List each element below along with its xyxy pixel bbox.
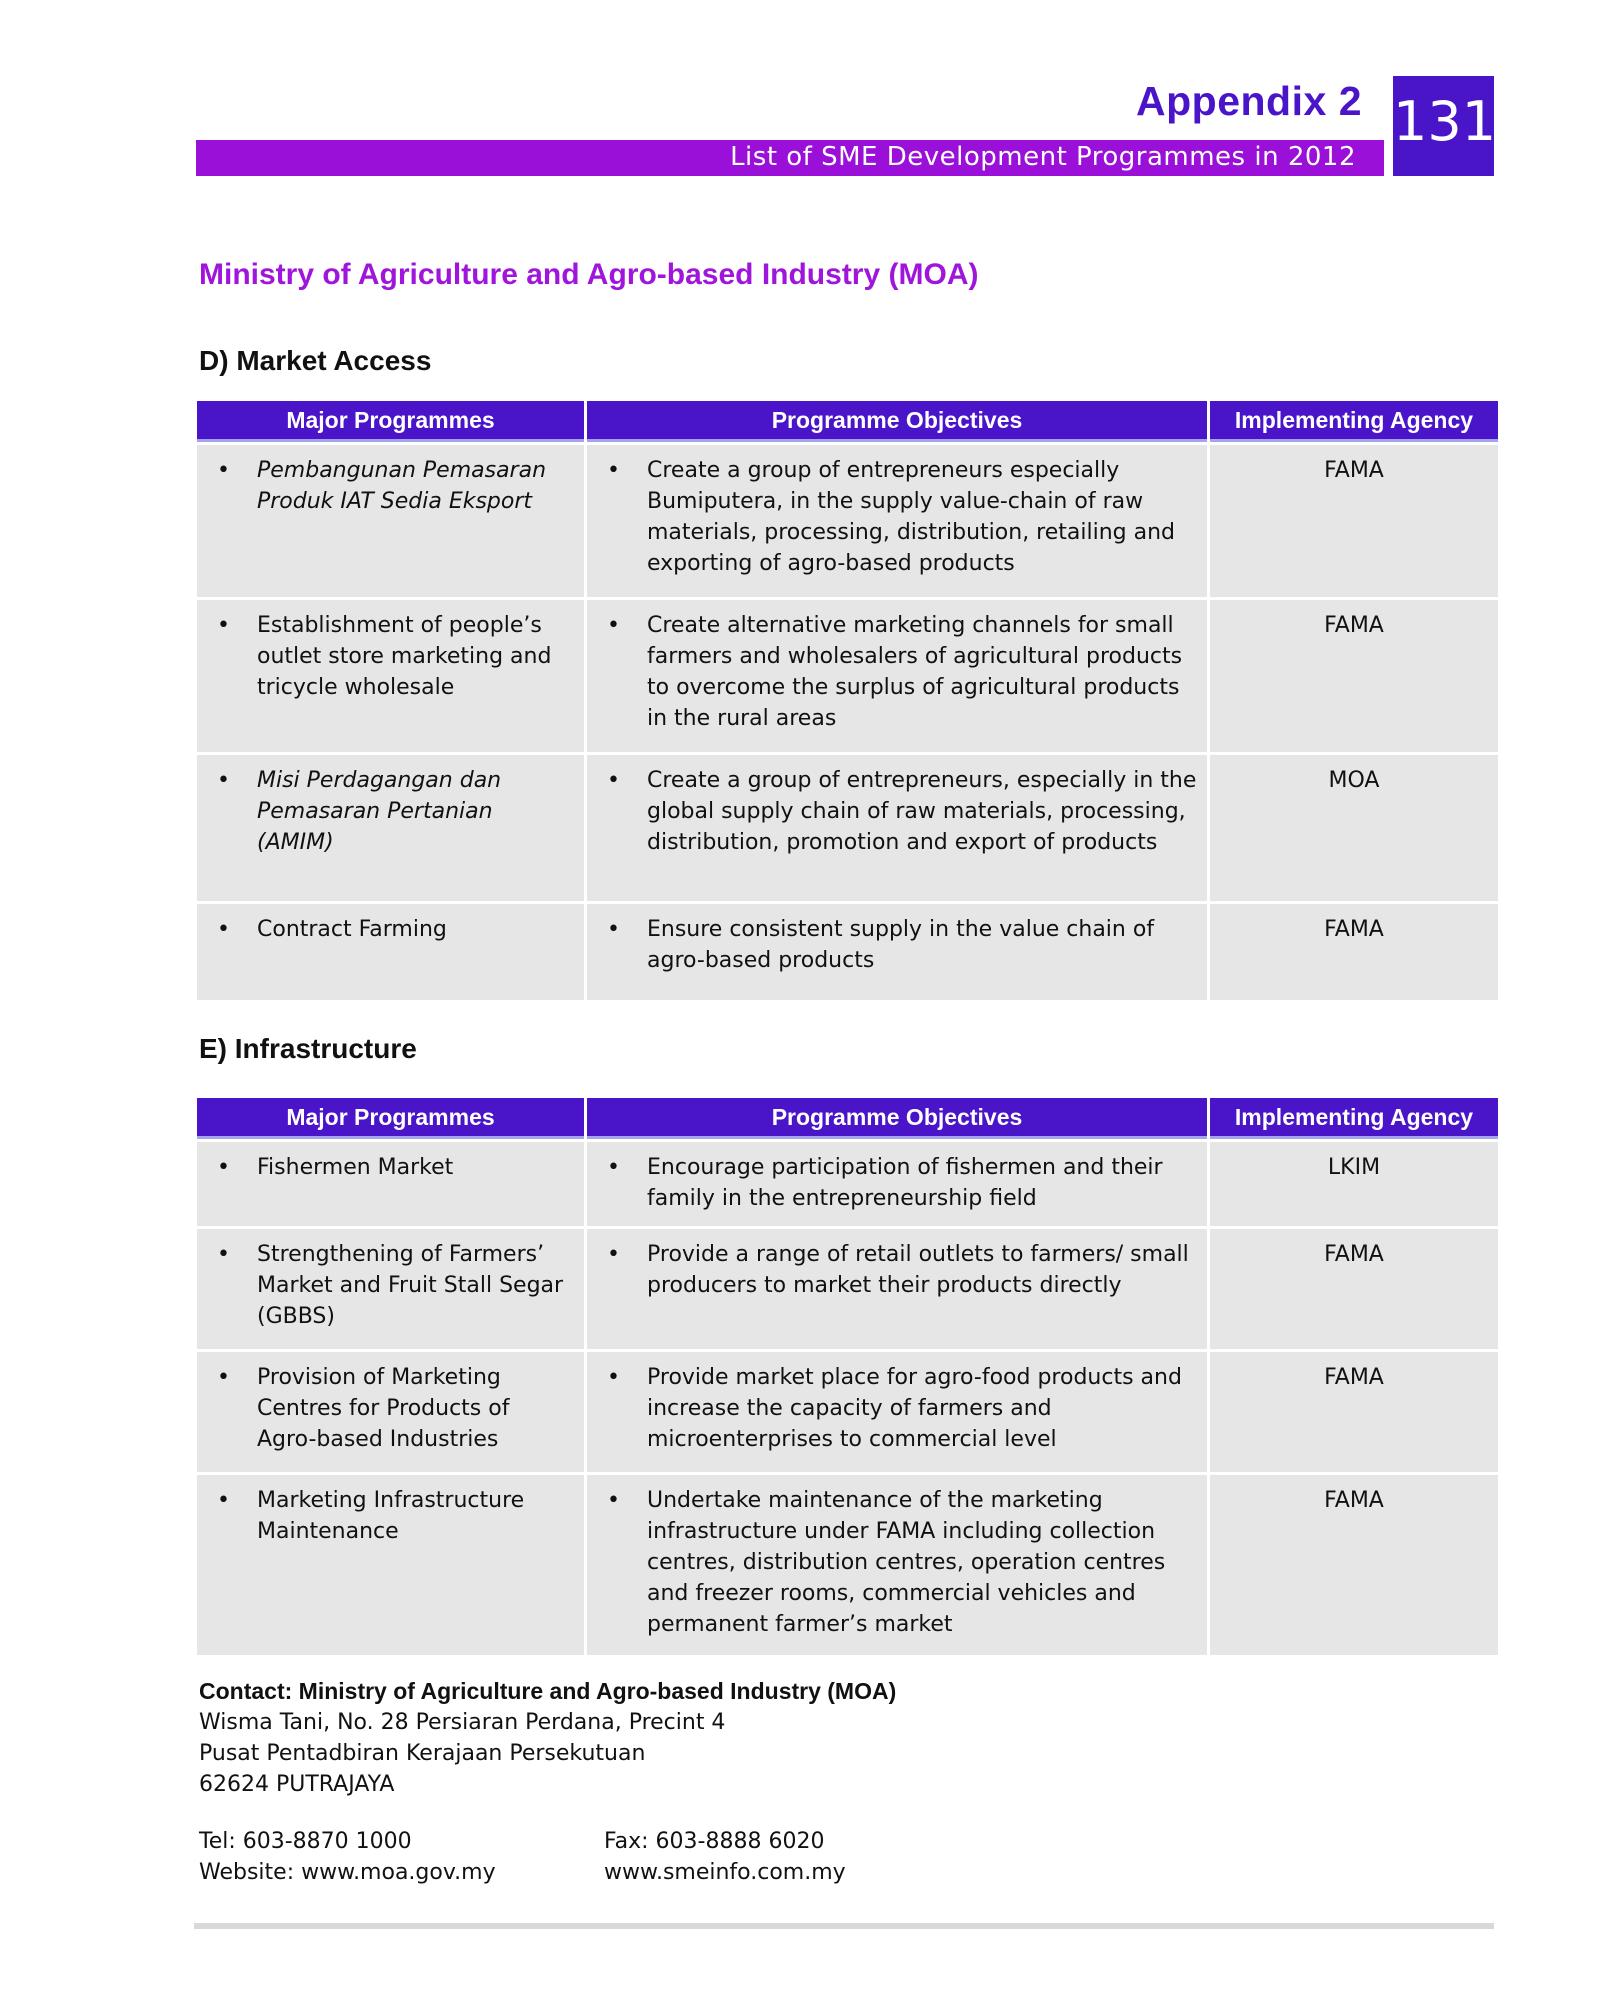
ministry-title: Ministry of Agriculture and Agro-based Industry (MOA)	[199, 258, 979, 291]
agency-cell: MOA	[1210, 755, 1498, 901]
address-line-1: Wisma Tani, No. 28 Persiaran Perdana, Precint 4	[199, 1710, 726, 1735]
column-header-objectives: Programme Objectives	[587, 401, 1207, 442]
column-header-programmes: Major Programmes	[197, 401, 584, 442]
column-header-agency: Implementing Agency	[1210, 401, 1498, 442]
programme-name: • Strengthening of Farmers’ Market and Fruit Stall Segar (GBBS)	[207, 1239, 574, 1332]
programme-cell	[197, 1475, 584, 1655]
table-row	[197, 755, 1498, 901]
agency-cell: FAMA	[1210, 1475, 1498, 1655]
table-header-row	[197, 1098, 1498, 1139]
header-bar	[196, 140, 1384, 176]
programme-name: • Establishment of people’s outlet store marketing and tricycle wholesale	[207, 610, 574, 703]
table-row	[197, 1142, 1498, 1226]
smeinfo-link[interactable]: www.smeinfo.com.my	[604, 1860, 846, 1885]
agency-cell: FAMA	[1210, 445, 1498, 597]
infrastructure-table	[194, 1095, 1501, 1658]
table-header-row	[197, 401, 1498, 442]
programme-cell	[197, 445, 584, 597]
appendix-title: Appendix 2	[1136, 78, 1362, 124]
programme-cell	[197, 1229, 584, 1349]
programme-name: • Marketing Infrastructure Maintenance	[207, 1485, 574, 1547]
header-subtitle: List of SME Development Programmes in 2012	[730, 142, 1356, 172]
objective-cell	[587, 1142, 1207, 1226]
page-number: 131	[1393, 90, 1497, 153]
address-line-2: Pusat Pentadbiran Kerajaan Persekutuan	[199, 1741, 646, 1766]
programme-objective: • Provide market place for agro-food products and increase the capacity of farmers and microenterprises to commercial level	[597, 1362, 1197, 1455]
programme-cell	[197, 1142, 584, 1226]
agency-cell: FAMA	[1210, 904, 1498, 1000]
section-heading-market-access: D) Market Access	[199, 345, 432, 376]
programme-objective: • Create alternative marketing channels for small farmers and wholesalers of agricultural products to overcome the surplus of agricultural products in the rural areas	[597, 610, 1197, 734]
table-row	[197, 904, 1498, 1000]
programme-objective: • Provide a range of retail outlets to farmers/ small producers to market their products directly	[597, 1239, 1197, 1301]
table-row	[197, 600, 1498, 752]
website-link[interactable]: Website: www.moa.gov.my	[199, 1860, 496, 1885]
programme-name: • Pembangunan Pemasaran Produk IAT Sedia Eksport	[207, 455, 574, 517]
contact-title: Contact: Ministry of Agriculture and Agro-based Industry (MOA)	[199, 1678, 897, 1704]
programme-objective: • Encourage participation of fishermen and their family in the entrepreneurship field	[597, 1152, 1197, 1214]
agency-cell: FAMA	[1210, 600, 1498, 752]
programme-cell	[197, 1352, 584, 1472]
programme-objective: • Create a group of entrepreneurs especially Bumiputera, in the supply value-chain of raw materials, processing, distribution, retailing and exporting of agro-based products	[597, 455, 1197, 579]
column-header-agency: Implementing Agency	[1210, 1098, 1498, 1139]
page-number-box	[1393, 76, 1497, 176]
programme-objective: • Ensure consistent supply in the value chain of agro-based products	[597, 914, 1197, 976]
section-heading-infrastructure: E) Infrastructure	[199, 1033, 417, 1064]
footer-divider	[194, 1923, 1494, 1929]
objective-cell	[587, 445, 1207, 597]
agency-cell: FAMA	[1210, 1229, 1498, 1349]
table-row	[197, 1352, 1498, 1472]
agency-cell: FAMA	[1210, 1352, 1498, 1472]
programme-name: • Misi Perdagangan dan Pemasaran Pertanian (AMIM)	[207, 765, 574, 858]
table-row	[197, 1475, 1498, 1655]
programme-cell	[197, 600, 584, 752]
contact-block	[199, 1676, 896, 1800]
programme-objective: • Create a group of entrepreneurs, especially in the global supply chain of raw materials, processing, distribution, promotion and export of products	[597, 765, 1197, 858]
objective-cell	[587, 904, 1207, 1000]
objective-cell	[587, 600, 1207, 752]
programme-name: • Contract Farming	[207, 914, 574, 945]
programme-cell	[197, 904, 584, 1000]
tel: Tel: 603-8870 1000	[199, 1829, 412, 1854]
objective-cell	[587, 755, 1207, 901]
address-line-3: 62624 PUTRAJAYA	[199, 1772, 395, 1797]
objective-cell	[587, 1229, 1207, 1349]
programme-name: • Fishermen Market	[207, 1152, 574, 1183]
programme-name: • Provision of Marketing Centres for Products of Agro-based Industries	[207, 1362, 574, 1455]
agency-cell: LKIM	[1210, 1142, 1498, 1226]
market-access-table	[194, 398, 1501, 1003]
programme-objective: • Undertake maintenance of the marketing infrastructure under FAMA including collection centres, distribution centres, operation centres and freezer rooms, commercial vehicles and permanent farmer’s market	[597, 1485, 1197, 1640]
programme-cell	[197, 755, 584, 901]
table-row	[197, 445, 1498, 597]
objective-cell	[587, 1475, 1207, 1655]
column-header-objectives: Programme Objectives	[587, 1098, 1207, 1139]
column-header-programmes: Major Programmes	[197, 1098, 584, 1139]
table-row	[197, 1229, 1498, 1349]
fax: Fax: 603-8888 6020	[604, 1829, 825, 1854]
objective-cell	[587, 1352, 1207, 1472]
